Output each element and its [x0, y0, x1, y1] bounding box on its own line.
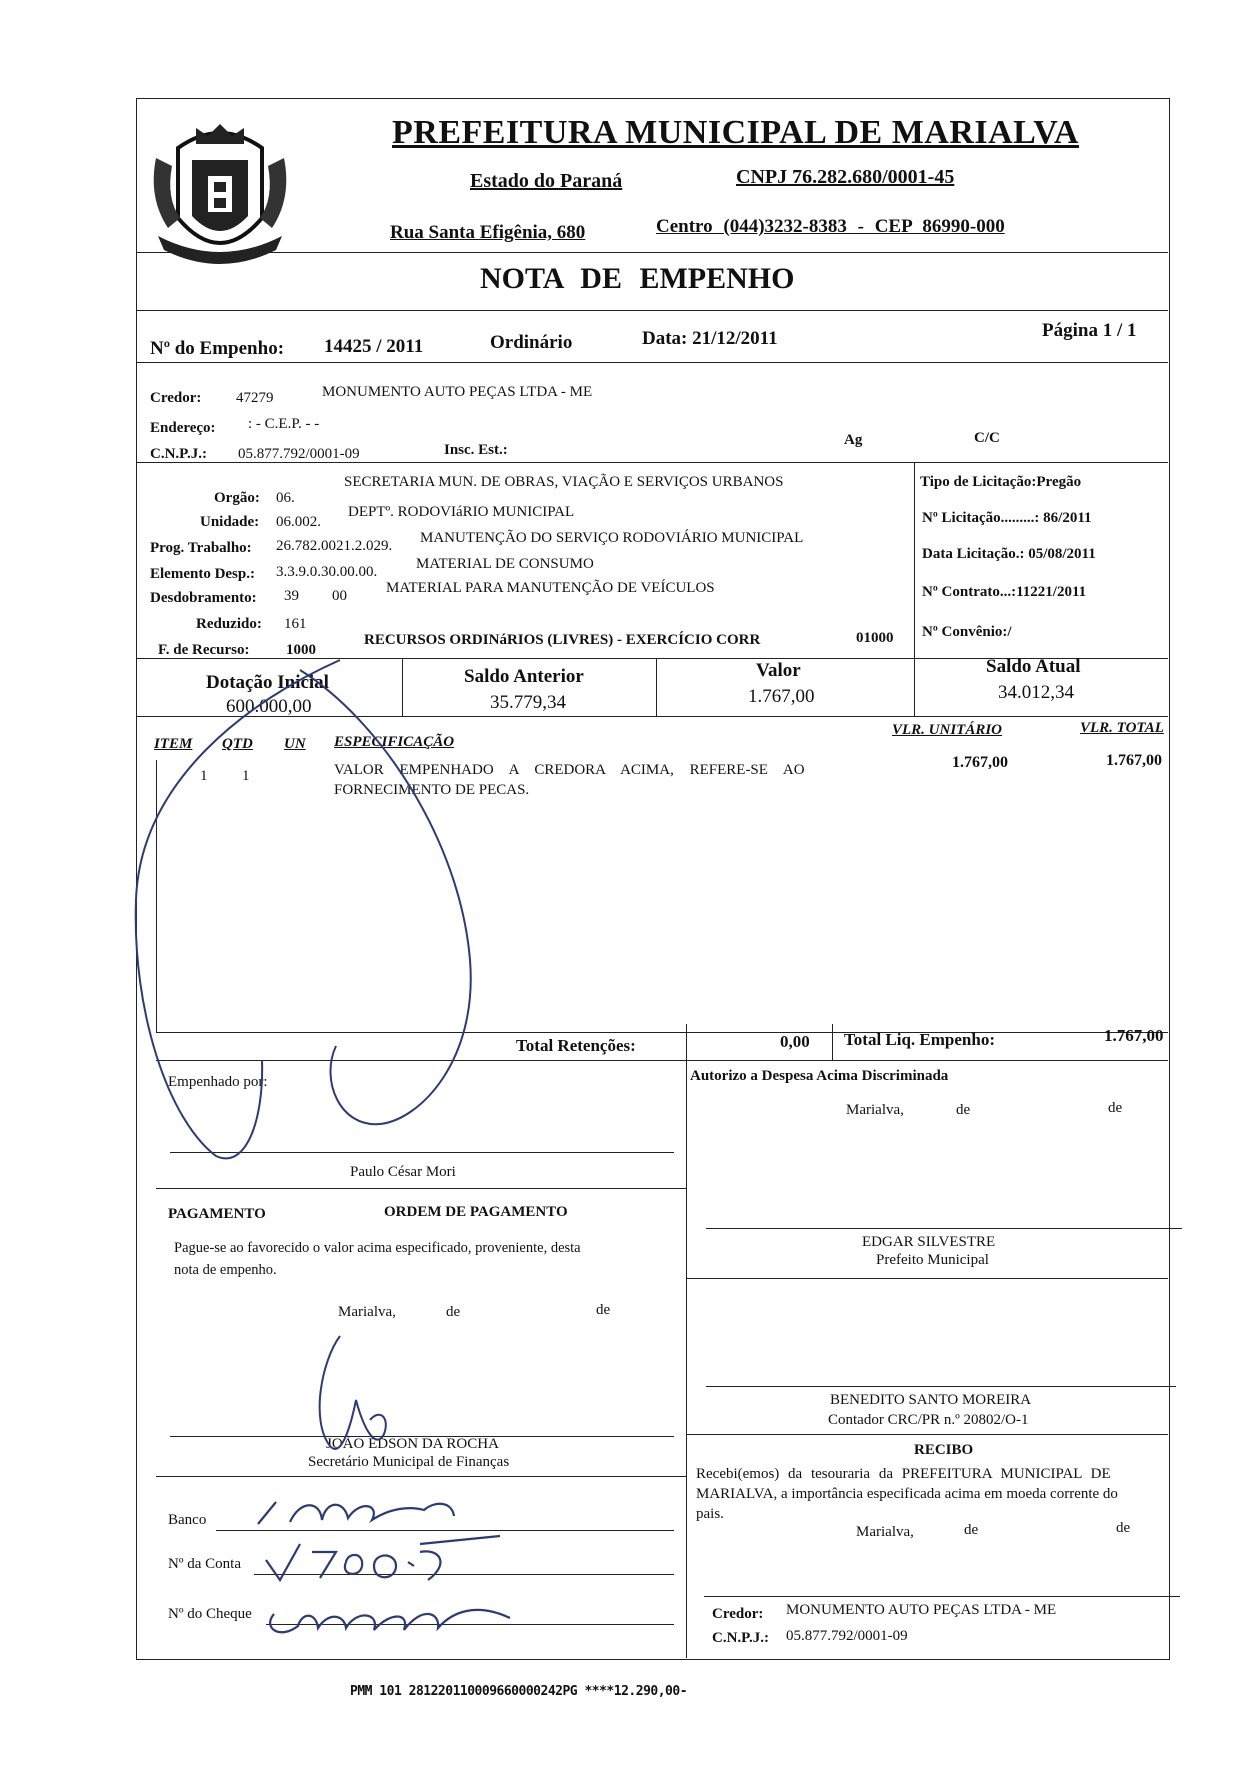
saldo-anterior-label: Saldo Anterior: [464, 666, 584, 687]
row-unit-value: 1.767,00: [952, 754, 1008, 771]
recurso-code: 1000: [286, 642, 316, 658]
row-item: 1: [200, 768, 208, 784]
empenho-type: Ordinário: [490, 332, 573, 353]
recibo-local: Marialva,: [856, 1524, 914, 1540]
recibo-de1: de: [964, 1522, 979, 1538]
autorizo-local: Marialva,: [846, 1102, 904, 1118]
convenio-number: Nº Convênio:/: [922, 624, 1012, 640]
licitacao-number: Nº Licitação.........: 86/2011: [922, 510, 1092, 526]
cheque-label: Nº do Cheque: [168, 1606, 252, 1622]
empenhado-name: Paulo César Mori: [350, 1164, 456, 1180]
pagamento-de1: de: [446, 1304, 461, 1320]
autorizo-de1: de: [956, 1102, 971, 1118]
reduzido-label: Reduzido:: [196, 616, 262, 632]
recibo-credor-name: MONUMENTO AUTO PEÇAS LTDA - ME: [786, 1602, 1057, 1618]
pagamento-local: Marialva,: [338, 1304, 396, 1320]
liquido-value: 1.767,00: [1104, 1026, 1164, 1045]
col-qtd-header: QTD: [222, 736, 253, 752]
col-vlr-unitario-header: VLR. UNITÁRIO: [892, 722, 1003, 738]
ordem-pagamento-label: ORDEM DE PAGAMENTO: [384, 1204, 568, 1220]
prefeito-role: Prefeito Municipal: [876, 1252, 989, 1268]
col-un-header: UN: [284, 736, 306, 752]
col-vlr-total-header: VLR. TOTAL: [1080, 720, 1164, 736]
autorizo-de2: de: [1108, 1100, 1123, 1116]
dotacao-inicial-value: 600.000,00: [226, 696, 312, 717]
autorizo-label: Autorizo a Despesa Acima Discriminada: [690, 1068, 949, 1084]
prog-label: Prog. Trabalho:: [150, 540, 252, 556]
conta-label: Nº da Conta: [168, 1556, 241, 1572]
saldo-atual-value: 34.012,34: [998, 682, 1074, 703]
row-desc-line1: VALOR EMPENHADO A CREDORA ACIMA, REFERE-SE AO: [334, 762, 805, 778]
elemento-code: 3.3.9.0.30.00.00.: [276, 564, 378, 580]
recurso-label: F. de Recurso:: [158, 642, 250, 658]
contrato-number: Nº Contrato...:11221/2011: [922, 584, 1087, 600]
contador-name: BENEDITO SANTO MOREIRA: [830, 1392, 1032, 1408]
credor-code: 47279: [236, 390, 274, 406]
row-desc-line2: FORNECIMENTO DE PECAS.: [334, 782, 530, 798]
credor-label: Credor:: [150, 390, 202, 406]
col-especificacao-header: ESPECIFICAÇÃO: [334, 734, 455, 750]
prog-value: MANUTENÇÃO DO SERVIÇO RODOVIÁRIO MUNICIPAL: [420, 530, 804, 546]
pagamento-de2: de: [596, 1302, 611, 1318]
recibo-text1: Recebi(emos) da tesouraria da PREFEITURA MUNICIPAL DE: [696, 1466, 1111, 1482]
pagamento-text1: Pague-se ao favorecido o valor acima especificado, proveniente, desta: [174, 1240, 581, 1256]
licitacao-type: Tipo de Licitação:Pregão: [920, 474, 1082, 490]
recurso-number: 01000: [856, 630, 894, 646]
credor-cnpj-label: C.N.P.J.:: [150, 446, 207, 462]
endereco-value: : - C.E.P. - -: [248, 416, 320, 432]
saldo-atual-label: Saldo Atual: [986, 656, 1081, 677]
banco-label: Banco: [168, 1512, 207, 1528]
header-state: Estado do Paraná: [470, 170, 623, 192]
secretario-name: JOÃO EDSON DA ROCHA: [326, 1436, 499, 1452]
row-total-value: 1.767,00: [1106, 752, 1162, 769]
recibo-credor-label: Credor:: [712, 1606, 764, 1622]
orgao-label: Orgão:: [214, 490, 260, 506]
desdobramento-code2: 00: [332, 588, 347, 604]
recibo-label: RECIBO: [914, 1442, 974, 1458]
valor-label: Valor: [756, 660, 801, 681]
document-title: NOTA DE EMPENHO: [480, 262, 795, 295]
prefeito-name: EDGAR SILVESTRE: [862, 1234, 996, 1250]
recurso-value: RECURSOS ORDINáRIOS (LIVRES) - EXERCÍCIO CORR: [364, 632, 761, 648]
orgao-code: 06.: [276, 490, 295, 506]
pagamento-text2: nota de empenho.: [174, 1262, 277, 1278]
unidade-label: Unidade:: [200, 514, 260, 530]
col-item-header: ITEM: [154, 736, 193, 752]
header-street: Rua Santa Efigênia, 680: [390, 222, 586, 243]
recibo-text3: pais.: [696, 1506, 724, 1522]
retencoes-value: 0,00: [780, 1032, 810, 1051]
cc-label: C/C: [974, 430, 1000, 446]
ag-label: Ag: [844, 432, 863, 448]
elemento-label: Elemento Desp.:: [150, 566, 255, 582]
elemento-value: MATERIAL DE CONSUMO: [416, 556, 594, 572]
empenho-date: Data: 21/12/2011: [642, 328, 778, 349]
pagamento-label: PAGAMENTO: [168, 1206, 266, 1222]
unidade-value: DEPTº. RODOVIáRIO MUNICIPAL: [348, 504, 575, 520]
recibo-cnpj: 05.877.792/0001-09: [786, 1628, 908, 1644]
liquido-label: Total Liq. Empenho:: [844, 1030, 995, 1049]
prog-code: 26.782.0021.2.029.: [276, 538, 393, 554]
recibo-text2: MARIALVA, a importância especificada acima em moeda corrente do: [696, 1486, 1118, 1502]
credor-cnpj: 05.877.792/0001-09: [238, 446, 360, 462]
unidade-code: 06.002.: [276, 514, 321, 530]
saldo-anterior-value: 35.779,34: [490, 692, 566, 713]
insc-est-label: Insc. Est.:: [444, 442, 508, 458]
licitacao-date: Data Licitação.: 05/08/2011: [922, 546, 1096, 562]
contador-role: Contador CRC/PR n.º 20802/O-1: [828, 1412, 1029, 1428]
credor-name: MONUMENTO AUTO PEÇAS LTDA - ME: [322, 384, 593, 400]
endereco-label: Endereço:: [150, 420, 216, 436]
header-title: PREFEITURA MUNICIPAL DE MARIALVA: [392, 114, 1079, 151]
header-cnpj: CNPJ 76.282.680/0001-45: [736, 166, 955, 188]
retencoes-label: Total Retenções:: [516, 1036, 636, 1055]
page-number: Página 1 / 1: [1042, 320, 1137, 341]
valor-value: 1.767,00: [748, 686, 815, 707]
reduzido-value: 161: [284, 616, 307, 632]
empenho-number: 14425 / 2011: [324, 336, 424, 357]
desdobramento-value: MATERIAL PARA MANUTENÇÃO DE VEÍCULOS: [386, 580, 715, 596]
orgao-value: SECRETARIA MUN. DE OBRAS, VIAÇÃO E SERVIÇOS URBANOS: [344, 474, 784, 490]
recibo-cnpj-label: C.N.P.J.:: [712, 1630, 769, 1646]
footer-code: PMM 101 281220110009660000242PG ****12.290,00-: [350, 1684, 688, 1699]
recibo-de2: de: [1116, 1520, 1131, 1536]
desdobramento-code1: 39: [284, 588, 299, 604]
empenho-number-label: Nº do Empenho:: [150, 338, 285, 359]
secretario-role: Secretário Municipal de Finanças: [308, 1454, 510, 1470]
dotacao-inicial-label: Dotação Inicial: [206, 672, 329, 693]
row-qtd: 1: [242, 768, 250, 784]
empenhado-label: Empenhado por:: [168, 1074, 268, 1090]
desdobramento-label: Desdobramento:: [150, 590, 257, 606]
header-address: Centro (044)3232-8383 - CEP 86990-000: [656, 216, 1005, 237]
